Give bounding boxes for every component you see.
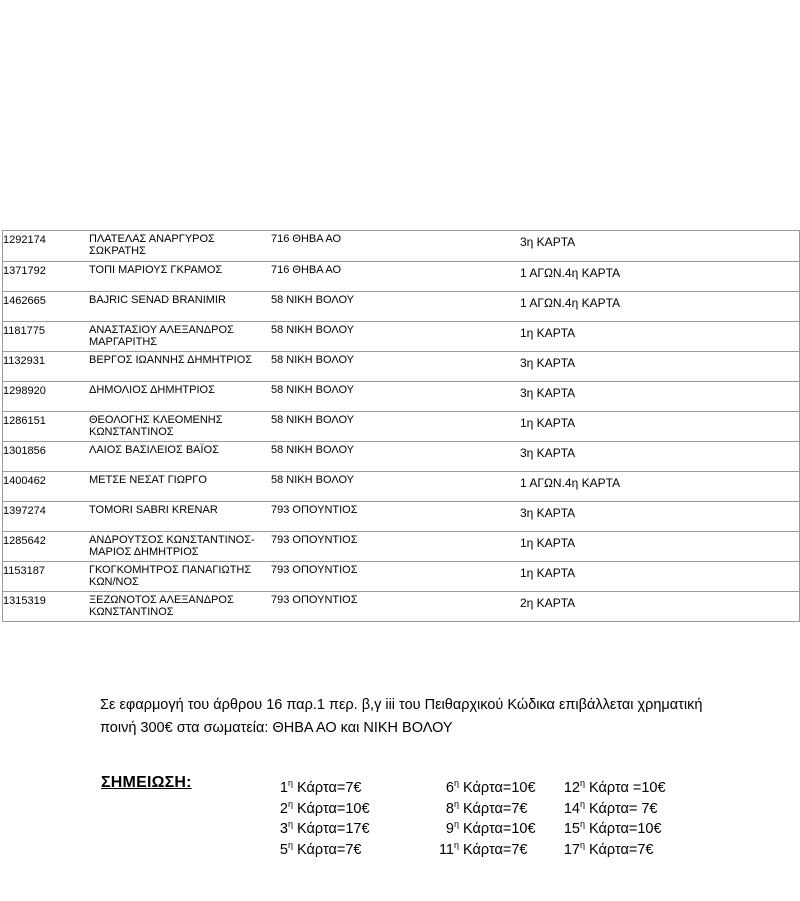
player-id: 1286151 (3, 415, 46, 427)
card-ordinal-suffix: η (288, 840, 294, 850)
table-row (3, 382, 799, 412)
card-fee-text: Κάρτα=7€ (293, 780, 362, 796)
penalty: 2η ΚΑΡΤΑ (520, 596, 576, 610)
table-row (3, 412, 799, 442)
card-ordinal: 14 (563, 801, 580, 817)
card-ordinal-suffix: η (454, 799, 460, 809)
team-name: 58 ΝΙΚΗ ΒΟΛΟΥ (271, 354, 354, 366)
player-name: ΓΚΟΓΚΟΜΗΤΡΟΣ ΠΑΝΑΓΙΩΤΗΣ ΚΩΝ/ΝΟΣ (89, 564, 252, 588)
table-row (3, 592, 799, 622)
discipline-table (2, 230, 800, 622)
penalty: 1η ΚΑΡΤΑ (520, 536, 576, 550)
player-id: 1315319 (3, 595, 46, 607)
penalty: 3η ΚΑΡΤΑ (520, 506, 576, 520)
team-name: 58 ΝΙΚΗ ΒΟΛΟΥ (271, 384, 354, 396)
card-fee-text: Κάρτα=10€ (585, 821, 662, 837)
player-name: ΒΕΡΓΟΣ ΙΩΑΝΝΗΣ ΔΗΜΗΤΡΙΟΣ (89, 354, 253, 366)
card-ordinal: 17 (563, 842, 580, 858)
team-name: 716 ΘΗΒΑ ΑΟ (271, 233, 342, 245)
table-row (3, 352, 799, 382)
fine-paragraph: Σε εφαρμογή του άρθρου 16 παρ.1 περ. β,γ iii του Πειθαρχικού Κώδικα επιβάλλεται χρηματική ποινή 300€ στα σωματεία: ΘΗΒΑ ΑΟ και ΝΙΚΗ ΒΟΛΟΥ (100, 697, 703, 736)
player-name: ΜΕΤΣΕ ΝΕΣΑΤ ΓΙΩΡΓΟ (89, 474, 207, 486)
penalty: 3η ΚΑΡΤΑ (520, 446, 576, 460)
penalty: 3η ΚΑΡΤΑ (520, 356, 576, 370)
penalty: 1η ΚΑΡΤΑ (520, 566, 576, 580)
player-id: 1292174 (3, 234, 46, 246)
player-name: ΘΕΟΛΟΓΗΣ ΚΛΕΟΜΕΝΗΣ ΚΩΝΣΤΑΝΤΙΝΟΣ (89, 414, 223, 438)
player-id: 1153187 (3, 565, 46, 577)
card-fee-item (446, 819, 536, 839)
card-fee-item (280, 778, 362, 798)
card-ordinal: 11 (438, 842, 454, 858)
team-name: 793 ΟΠΟΥΝΤΙΟΣ (271, 564, 358, 576)
player-name: BAJRIC SENAD BRANIMIR (89, 294, 226, 306)
card-ordinal-suffix: η (580, 778, 586, 788)
card-fee-text: Κάρτα=10€ (459, 821, 536, 837)
table-row (3, 562, 799, 592)
player-id: 1298920 (3, 385, 46, 397)
team-name: 793 ΟΠΟΥΝΤΙΟΣ (271, 504, 358, 516)
card-ordinal: 2 (279, 801, 288, 817)
card-ordinal: 3 (279, 821, 288, 837)
card-fee-text: Κάρτα=7€ (585, 842, 654, 858)
card-fee-text: Κάρτα= 7€ (585, 801, 658, 817)
card-ordinal-suffix: η (288, 819, 294, 829)
card-ordinal: 8 (445, 801, 454, 817)
notes-heading-label: ΣΗΜΕΙΩΣΗ: (101, 774, 192, 791)
penalty: 1 ΑΓΩΝ.4η ΚΑΡΤΑ (520, 476, 621, 490)
table-row (3, 502, 799, 532)
table-row (3, 442, 799, 472)
card-ordinal: 9 (445, 821, 454, 837)
player-id: 1400462 (3, 475, 46, 487)
card-ordinal-suffix: η (454, 840, 460, 850)
table-row (3, 532, 799, 562)
card-ordinal: 15 (563, 821, 580, 837)
card-fee-item (446, 799, 528, 819)
player-id: 1371792 (3, 265, 46, 277)
card-fee-item (280, 840, 362, 860)
card-ordinal: 1 (279, 780, 288, 796)
table-row (3, 472, 799, 502)
card-fee-item (446, 778, 536, 798)
card-fee-item (564, 799, 658, 819)
team-name: 58 ΝΙΚΗ ΒΟΛΟΥ (271, 294, 354, 306)
player-id: 1132931 (3, 355, 46, 367)
team-name: 58 ΝΙΚΗ ΒΟΛΟΥ (271, 474, 354, 486)
card-ordinal-suffix: η (454, 778, 460, 788)
player-name: ΑΝΔΡΟΥΤΣΟΣ ΚΩΝΣΤΑΝΤΙΝΟΣ-ΜΑΡΙΟΣ ΔΗΜΗΤΡΙΟΣ (89, 534, 255, 558)
player-id: 1301856 (3, 445, 46, 457)
card-fee-text: Κάρτα =10€ (585, 780, 666, 796)
player-name: ΔΗΜΟΛΙΟΣ ΔΗΜΗΤΡΙΟΣ (89, 384, 215, 396)
card-fee-text: Κάρτα=7€ (459, 801, 528, 817)
player-name: ΤΟΠΙ ΜΑΡΙΟΥΣ ΓΚΡΑΜΟΣ (89, 264, 223, 276)
table-row (3, 322, 799, 352)
penalty: 1η ΚΑΡΤΑ (520, 416, 576, 430)
player-name: ΠΛΑΤΕΛΑΣ ΑΝΑΡΓΥΡΟΣ ΣΩΚΡΑΤΗΣ (89, 233, 215, 257)
penalty: 1η ΚΑΡΤΑ (520, 326, 576, 340)
team-name: 58 ΝΙΚΗ ΒΟΛΟΥ (271, 414, 354, 426)
card-ordinal-suffix: η (454, 819, 460, 829)
team-name: 58 ΝΙΚΗ ΒΟΛΟΥ (271, 324, 354, 336)
penalty: 3η ΚΑΡΤΑ (520, 235, 576, 249)
team-name: 793 ΟΠΟΥΝΤΙΟΣ (271, 594, 358, 606)
card-fee-text: Κάρτα=7€ (293, 842, 362, 858)
team-name: 793 ΟΠΟΥΝΤΙΟΣ (271, 534, 358, 546)
team-name: 716 ΘΗΒΑ ΑΟ (271, 264, 342, 276)
card-ordinal-suffix: η (580, 840, 586, 850)
player-name: ΞΕΖΩΝΟΤΟΣ ΑΛΕΞΑΝΔΡΟΣ ΚΩΝΣΤΑΝΤΙΝΟΣ (89, 594, 234, 618)
player-id: 1285642 (3, 535, 46, 547)
player-name: TOMORI SABRI KRENAR (89, 504, 218, 516)
card-ordinal: 5 (279, 842, 288, 858)
penalty: 3η ΚΑΡΤΑ (520, 386, 576, 400)
card-fee-item (564, 778, 666, 798)
player-id: 1397274 (3, 505, 46, 517)
table-row (3, 292, 799, 322)
card-fee-item (280, 819, 370, 839)
table-row (3, 262, 799, 292)
card-fee-item (439, 840, 528, 860)
player-id: 1181775 (3, 325, 46, 337)
card-fee-text: Κάρτα=17€ (293, 821, 370, 837)
player-name: ΑΝΑΣΤΑΣΙΟΥ ΑΛΕΞΑΝΔΡΟΣ ΜΑΡΓΑΡΙΤΗΣ (89, 324, 234, 348)
notes-heading (101, 774, 208, 792)
card-ordinal: 12 (563, 780, 580, 796)
card-ordinal-suffix: η (288, 778, 294, 788)
card-fee-text: Κάρτα=7€ (459, 842, 528, 858)
card-ordinal-suffix: η (580, 799, 586, 809)
card-ordinal: 6 (445, 780, 454, 796)
card-fee-text: Κάρτα=10€ (293, 801, 370, 817)
player-name: ΛΑΙΟΣ ΒΑΣΙΛΕΙΟΣ ΒΑΪΟΣ (89, 444, 219, 456)
table-row (3, 231, 799, 262)
card-ordinal-suffix: η (580, 819, 586, 829)
team-name: 58 ΝΙΚΗ ΒΟΛΟΥ (271, 444, 354, 456)
card-fee-item (280, 799, 370, 819)
penalty: 1 ΑΓΩΝ.4η ΚΑΡΤΑ (520, 266, 621, 280)
card-fee-item (564, 840, 654, 860)
card-fee-text: Κάρτα=10€ (459, 780, 536, 796)
card-ordinal-suffix: η (288, 799, 294, 809)
player-id: 1462665 (3, 295, 46, 307)
card-fee-item (564, 819, 662, 839)
penalty: 1 ΑΓΩΝ.4η ΚΑΡΤΑ (520, 296, 621, 310)
